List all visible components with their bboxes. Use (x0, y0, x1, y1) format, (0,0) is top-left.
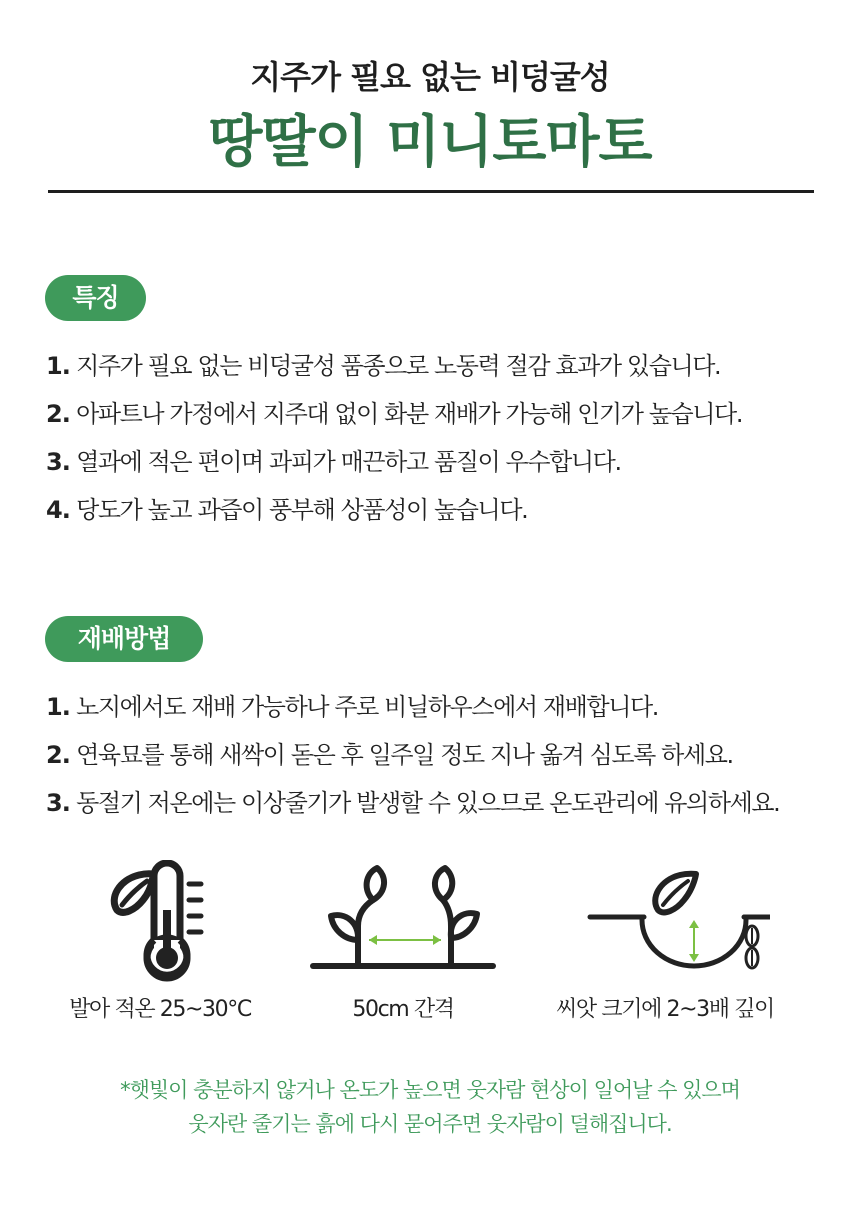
icon-label-temperature: 발아 적온 25~30°C (69, 997, 251, 1022)
list-item: 2. 아파트나 가정에서 지주대 없이 화분 재배가 가능해 인기가 높습니다. (46, 400, 743, 428)
seed-depth-icon (560, 860, 770, 985)
icon-card-temperature (30, 860, 290, 1022)
features-list (46, 342, 742, 534)
seed-thermometer-icon (95, 860, 225, 985)
list-item: 1. 지주가 필요 없는 비덩굴성 품종으로 노동력 절감 효과가 있습니다. (46, 352, 721, 380)
page-title: 땅딸이 미니토마토 (208, 110, 652, 175)
note-line-2: 웃자란 줄기는 흙에 다시 묻어주면 웃자람이 덜해집니다. (188, 1112, 672, 1136)
list-item: 3. 열과에 적은 편이며 과피가 매끈하고 품질이 우수합니다. (46, 448, 621, 476)
cultivation-badge: 재배방법 (45, 616, 203, 662)
icon-label-depth: 씨앗 크기에 2~3배 깊이 (556, 997, 774, 1022)
icon-label-spacing: 50cm 간격 (352, 997, 454, 1022)
list-item: 3. 동절기 저온에는 이상줄기가 발생할 수 있으므로 온도관리에 유의하세요. (46, 789, 780, 817)
note-line-1: *햇빛이 충분하지 않거나 온도가 높으면 웃자람 현상이 일어날 수 있으며 (120, 1078, 740, 1102)
list-item: 2. 연육묘를 통해 새싹이 돋은 후 일주일 정도 지나 옮겨 심도록 하세요. (46, 741, 733, 769)
cultivation-list (46, 683, 779, 827)
icon-card-spacing (273, 860, 533, 1022)
plant-spacing-icon (303, 860, 503, 985)
page-subtitle: 지주가 필요 없는 비덩굴성 (250, 58, 610, 96)
list-item: 4. 당도가 높고 과즙이 풍부해 상품성이 높습니다. (46, 496, 528, 524)
features-badge: 특징 (45, 275, 146, 321)
cultivation-icons (0, 860, 860, 1040)
list-item: 1. 노지에서도 재배 가능하나 주로 비닐하우스에서 재배합니다. (46, 693, 659, 721)
header-divider (48, 190, 814, 193)
icon-card-depth (535, 860, 795, 1022)
